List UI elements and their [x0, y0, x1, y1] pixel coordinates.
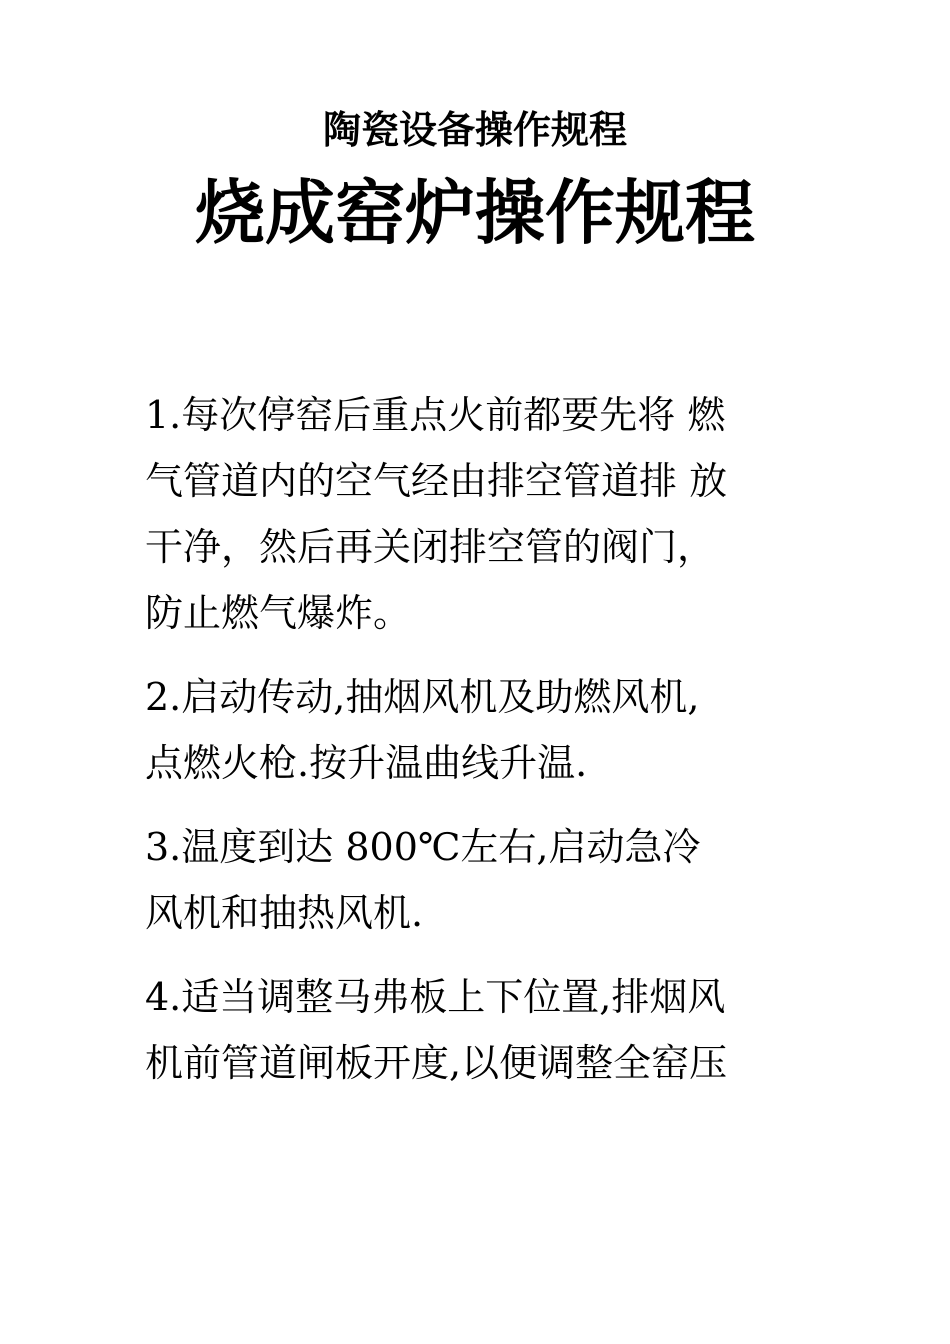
document-body	[145, 382, 805, 1114]
paragraph-line: 防止燃气爆炸。	[145, 591, 412, 635]
paragraph-line: 风机和抽热风机.	[145, 891, 424, 935]
paragraph-line: 4.适当调整马弗板上下位置,排烟风	[145, 975, 726, 1019]
paragraph-2	[145, 664, 805, 796]
paragraph-line: 干净，然后再关闭排空管的阀门，	[145, 525, 716, 569]
paragraph-line: 2.启动传动,抽烟风机及助燃风机,	[145, 675, 700, 719]
paragraph-line: 点燃火枪.按升温曲线升温.	[145, 741, 588, 785]
document-title: 烧成窑炉操作规程	[195, 172, 755, 254]
paragraph-3	[145, 814, 805, 946]
paragraph-line: 机前管道闸板开度,以便调整全窑压	[145, 1041, 728, 1085]
paragraph-line: 气管道内的空气经由排空管道排 放	[145, 459, 728, 503]
paragraph-1	[145, 382, 805, 646]
paragraph-4	[145, 964, 805, 1096]
paragraph-line: 3.温度到达 800℃左右,启动急冷	[145, 825, 701, 869]
document-subtitle: 陶瓷设备操作规程	[322, 108, 627, 152]
paragraph-line: 1.每次停窑后重点火前都要先将 燃	[145, 393, 726, 437]
